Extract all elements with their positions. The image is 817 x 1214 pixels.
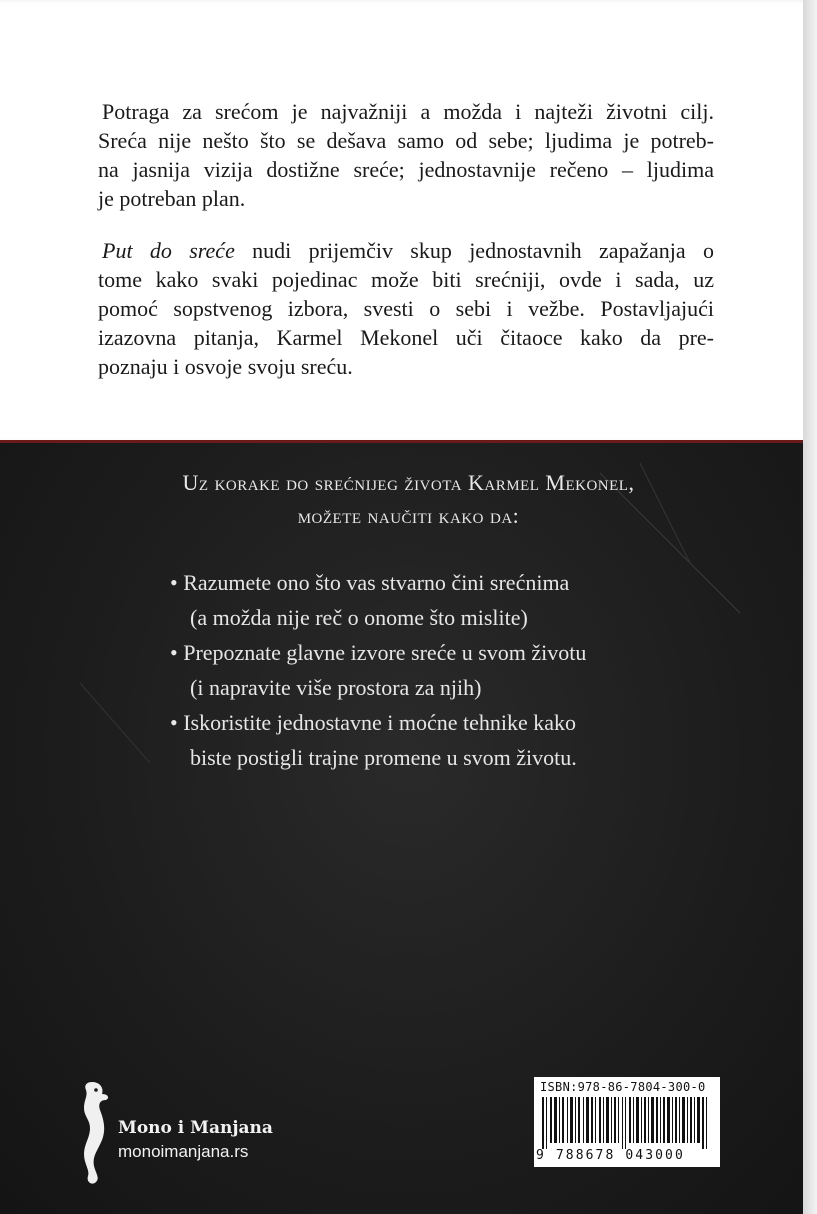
section-heading-line-2: možete naučiti kako da:	[297, 503, 520, 528]
blurb-text: nudi prijemčiv skup jednostavnih zapažanja o	[234, 238, 715, 263]
blurb-line: Potraga za srećom je najvažniji a možda i najteži životni cilj.	[102, 99, 714, 124]
list-item: • Prepoznate glavne izvore sreće u svom životu	[170, 640, 587, 665]
benefit-list	[170, 565, 690, 775]
book-title: Put do sreće	[102, 238, 235, 263]
list-item-continuation: (a možda nije reč o onome što mislite)	[190, 605, 528, 630]
blurb-line: pomoć sopstvenog izbora, svesti o sebi i vežbe. Postavljajući	[98, 296, 714, 321]
publisher-url: monoimanjana.rs	[118, 1142, 249, 1161]
blurb-line: izazovna pitanja, Karmel Mekonel uči čitaoce kako da pre-	[98, 325, 714, 350]
isbn-text: ISBN:978-86-7804-300-0	[540, 1080, 706, 1094]
blurb-paragraph-2	[98, 236, 715, 381]
barcode-icon	[542, 1097, 712, 1149]
blurb-line: tome kako svaki pojedinac može biti srećniji, ovde i sada, uz	[98, 267, 714, 292]
publisher-name: Mono i Manjana	[118, 1118, 273, 1138]
barcode-label	[534, 1077, 720, 1167]
barcode-digits: 9 788678 043000	[536, 1148, 685, 1163]
list-item-continuation: biste postigli trajne promene u svom životu.	[190, 745, 577, 770]
blurb-line: Sreća nije nešto što se dešava samo od sebe; ljudima je potreb-	[98, 128, 714, 153]
blurb-line: poznaju i osvoje svoju sreću.	[98, 354, 353, 379]
list-item: • Razumete ono što vas stvarno čini srećnima	[170, 570, 570, 595]
section-heading-line-1: Uz korake do srećnijeg života Karmel Mekonel,	[182, 470, 635, 495]
blurb-line	[102, 236, 714, 265]
list-item-continuation: (i napravite više prostora za njih)	[190, 675, 482, 700]
seahorse-logo-icon	[70, 1078, 114, 1188]
list-item: • Iskoristite jednostavne i moćne tehnike kako	[170, 710, 577, 735]
book-spine-edge	[803, 0, 817, 1214]
blurb-paragraph-1	[98, 97, 714, 213]
blurb-line: je potreban plan.	[98, 186, 246, 211]
publisher-block	[70, 1078, 330, 1188]
blurb-line: na jasnija vizija dostižne sreće; jednostavnije rečeno – ljudima	[98, 157, 714, 182]
